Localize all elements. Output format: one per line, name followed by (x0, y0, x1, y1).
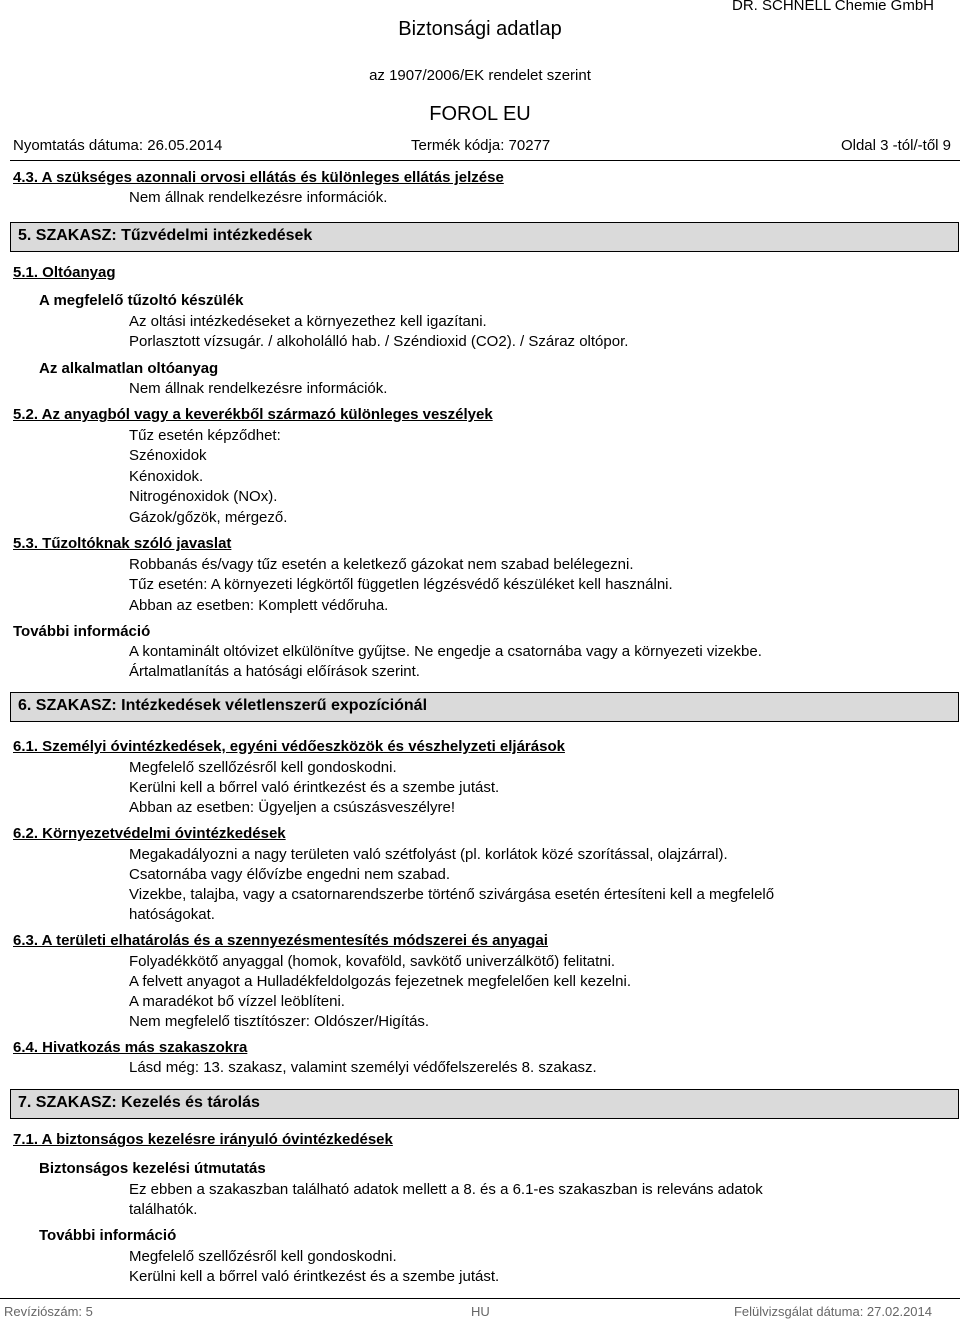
text-line: A maradékot bő vízzel leöblíteni. (129, 993, 345, 1010)
unsuitable-extinguisher-label: Az alkalmatlan oltóanyag (39, 360, 219, 377)
text-line: Tűz esetén: A környezeti légkörtől független légzésvédő készüléket kell használni. (129, 576, 673, 593)
text-line: Ez ebben a szakaszban található adatok mellett a 8. és a 6.1-es szakaszban is releváns adatok (129, 1181, 763, 1198)
revision-number: Revíziószám: 5 (4, 1304, 93, 1319)
safe-handling-label: Biztonságos kezelési útmutatás (39, 1160, 266, 1177)
text-line: Csatornába vagy élővízbe engedni nem szabad. (129, 866, 451, 883)
subsection-6-4-title: 6.4. Hivatkozás más szakaszokra (13, 1039, 248, 1056)
text-line: A felvett anyagot a Hulladékfeldolgozás fejezetnek megfelelően kell kezelni. (129, 973, 631, 990)
subsection-4-3-title: 4.3. A szükséges azonnali orvosi ellátás és különleges ellátás jelzése (13, 169, 504, 186)
text-line: találhatók. (129, 1201, 198, 1218)
text-line: Tűz esetén képződhet: (129, 427, 281, 444)
text-line: Abban az esetben: Ügyeljen a csúszásveszélyre! (129, 799, 456, 816)
subsection-6-2-title: 6.2. Környezetvédelmi óvintézkedések (13, 825, 286, 842)
text-line: hatóságokat. (129, 906, 215, 923)
further-info-label: További információ (39, 1227, 177, 1244)
text-line: Megakadályozni a nagy területen való szétfolyást (pl. korlátok közé szorítással, olajzárral). (129, 846, 728, 863)
footer-divider (0, 1298, 960, 1299)
document-title: Biztonsági adatlap (398, 18, 562, 40)
section-5-title: 5. SZAKASZ: Tűzvédelmi intézkedések (18, 227, 313, 244)
suitable-extinguisher-label: A megfelelő tűzoltó készülék (39, 292, 244, 309)
text-line: Kerülni kell a bőrrel való érintkezést és a szembe jutást. (129, 779, 500, 796)
text-line: Lásd még: 13. szakasz, valamint személyi védőfelszerelés 8. szakasz. (129, 1059, 597, 1076)
subsection-4-3-text: Nem állnak rendelkezésre információk. (129, 189, 388, 206)
section-6-title: 6. SZAKASZ: Intézkedések véletlenszerű expozíciónál (18, 697, 428, 714)
text-line: Megfelelő szellőzésről kell gondoskodni. (129, 759, 397, 776)
page-number: Oldal 3 -tól/-től 9 (840, 137, 951, 154)
print-date: Nyomtatás dátuma: 26.05.2014 (13, 137, 223, 154)
text-line: Kerülni kell a bőrrel való érintkezést és a szembe jutást. (129, 1268, 500, 1285)
text-line: Robbanás és/vagy tűz esetén a keletkező gázokat nem szabad belélegezni. (129, 556, 634, 573)
text-line: Megfelelő szellőzésről kell gondoskodni. (129, 1248, 397, 1265)
text-line: Nem megfelelő tisztítószer: Oldószer/Higítás. (129, 1013, 430, 1030)
further-info-label: További információ (13, 623, 151, 640)
subsection-6-3-title: 6.3. A területi elhatárolás és a szennyezésmentesítés módszerei és anyagai (13, 932, 548, 949)
text-line: Szénoxidok (129, 447, 207, 464)
text-line: Vizekbe, talajba, vagy a csatornarendszerbe történő szivárgása esetén értesíteni kell a megfelelő (129, 886, 775, 903)
section-7-header (10, 1089, 959, 1119)
text-line: Nem állnak rendelkezésre információk. (129, 380, 388, 397)
review-date: Felülvizsgálat dátuma: 27.02.2014 (733, 1304, 932, 1319)
header-divider (10, 160, 960, 161)
company-name: DR. SCHNELL Chemie GmbH (732, 0, 934, 14)
subsection-5-1-title: 5.1. Oltóanyag (13, 264, 116, 281)
language-code: HU (471, 1304, 490, 1319)
text-line: A kontaminált oltóvizet elkülönítve gyűjtse. Ne engedje a csatornába vagy a környezeti vizekbe. (129, 643, 762, 660)
text-line: Ártalmatlanítás a hatósági előírások szerint. (129, 663, 420, 680)
text-line: Gázok/gőzök, mérgező. (129, 509, 288, 526)
regulation-text: az 1907/2006/EK rendelet szerint (369, 67, 591, 84)
section-7-title: 7. SZAKASZ: Kezelés és tárolás (18, 1094, 260, 1111)
text-line: Porlasztott vízsugár. / alkoholálló hab. / Széndioxid (CO2). / Száraz oltópor. (129, 333, 629, 350)
section-6-header (10, 692, 959, 722)
section-5-header (10, 222, 959, 252)
subsection-7-1-title: 7.1. A biztonságos kezelésre irányuló óvintézkedések (13, 1131, 393, 1148)
subsection-5-3-title: 5.3. Tűzoltóknak szóló javaslat (13, 535, 232, 552)
product-code: Termék kódja: 70277 (411, 137, 551, 154)
text-line: Az oltási intézkedéseket a környezethez kell igazítani. (129, 313, 487, 330)
text-line: Folyadékkötő anyaggal (homok, kovaföld, savkötő univerzálkötő) felitatni. (129, 953, 616, 970)
subsection-5-2-title: 5.2. Az anyagból vagy a keverékből származó különleges veszélyek (13, 406, 493, 423)
text-line: Nitrogénoxidok (NOx). (129, 488, 278, 505)
product-name: FOROL EU (429, 103, 531, 125)
text-line: Abban az esetben: Komplett védőruha. (129, 597, 389, 614)
subsection-6-1-title: 6.1. Személyi óvintézkedések, egyéni védőeszközök és vészhelyzeti eljárások (13, 738, 565, 755)
text-line: Kénoxidok. (129, 468, 204, 485)
